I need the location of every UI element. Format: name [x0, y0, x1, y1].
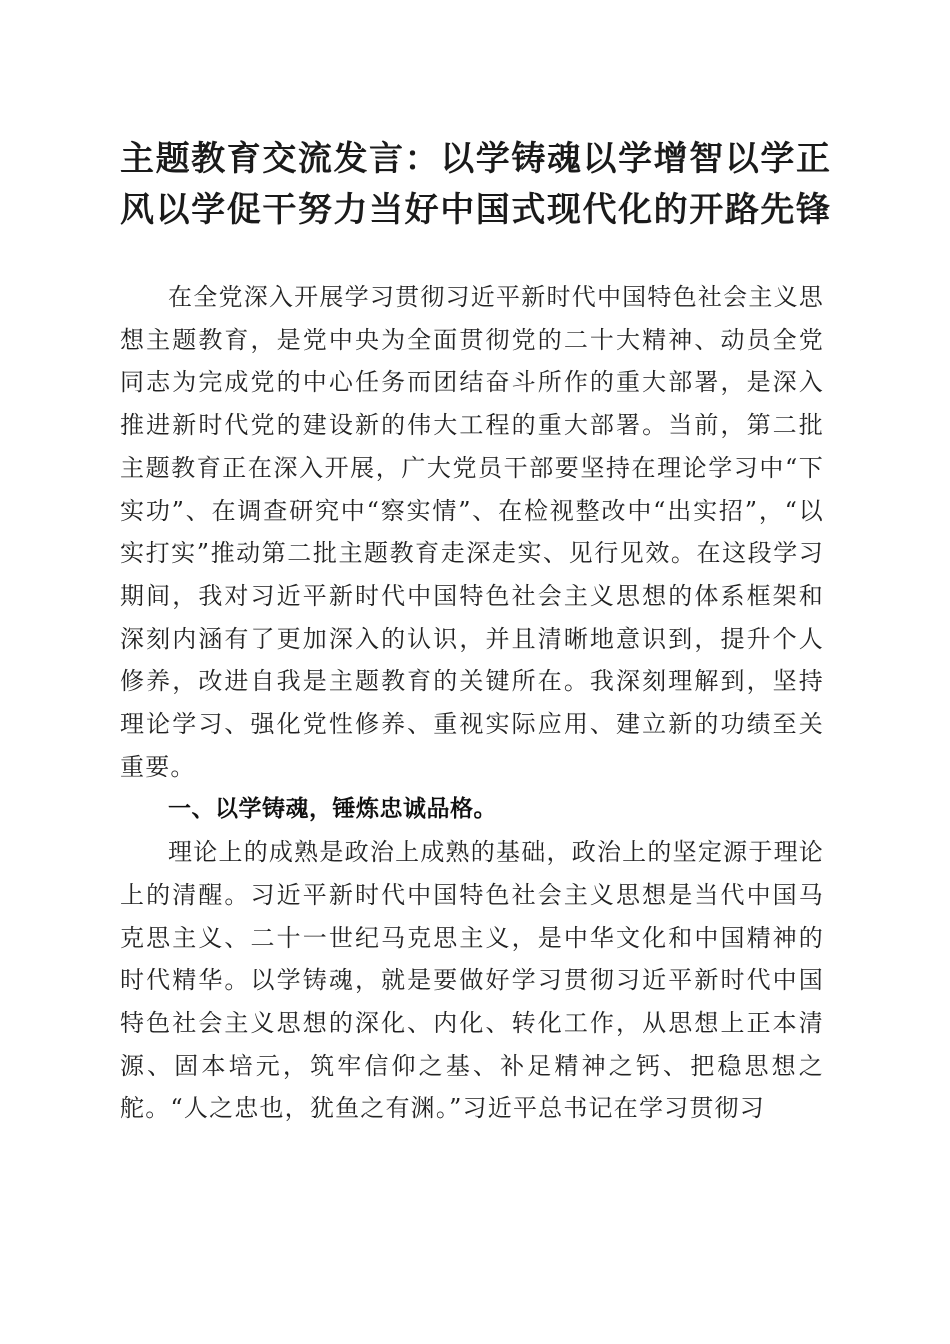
- document-body: [120, 276, 824, 1130]
- document-title: [120, 134, 830, 236]
- intro-paragraph: 在全党深入开展学习贯彻习近平新时代中国特色社会主义思想主题教育，是党中央为全面贯彻党的二十大精神、动员全党同志为完成党的中心任务而团结奋斗所作的重大部署，是深入推进新时代党的建设新的伟大工程的重大部署。当前，第二批主题教育正在深入开展，广大党员干部要坚持在理论学习中“下实功”、在调查研究中“察实情”、在检视整改中“出实招”，“以实打实”推动第二批主题教育走深走实、见行见效。在这段学习期间，我对习近平新时代中国特色社会主义思想的体系框架和深刻内涵有了更加深入的认识，并且清晰地意识到，提升个人修养，改进自我是主题教育的关键所在。我深刻理解到，坚持理论学习、强化党性修养、重视实际应用、建立新的功绩至关重要。: [120, 283, 824, 781]
- title-line-2: 风以学促干努力当好中国式现代化的开路先锋: [120, 190, 830, 230]
- section-1-paragraph: 理论上的成熟是政治上成熟的基础，政治上的坚定源于理论上的清醒。习近平新时代中国特色社会主义思想是当代中国马克思主义、二十一世纪马克思主义，是中华文化和中国精神的时代精华。以学铸魂，就是要做好学习贯彻习近平新时代中国特色社会主义思想的深化、内化、转化工作，从思想上正本清源、固本培元，筑牢信仰之基、补足精神之钙、把稳思想之舵。“人之忠也，犹鱼之有渊。”习近平总书记在学习贯彻习: [120, 838, 824, 1123]
- section-heading-1: 一、以学铸魂，锤炼忠诚品格。: [168, 796, 497, 823]
- title-line-1: 主题教育交流发言：以学铸魂以学增智以学正: [120, 139, 830, 179]
